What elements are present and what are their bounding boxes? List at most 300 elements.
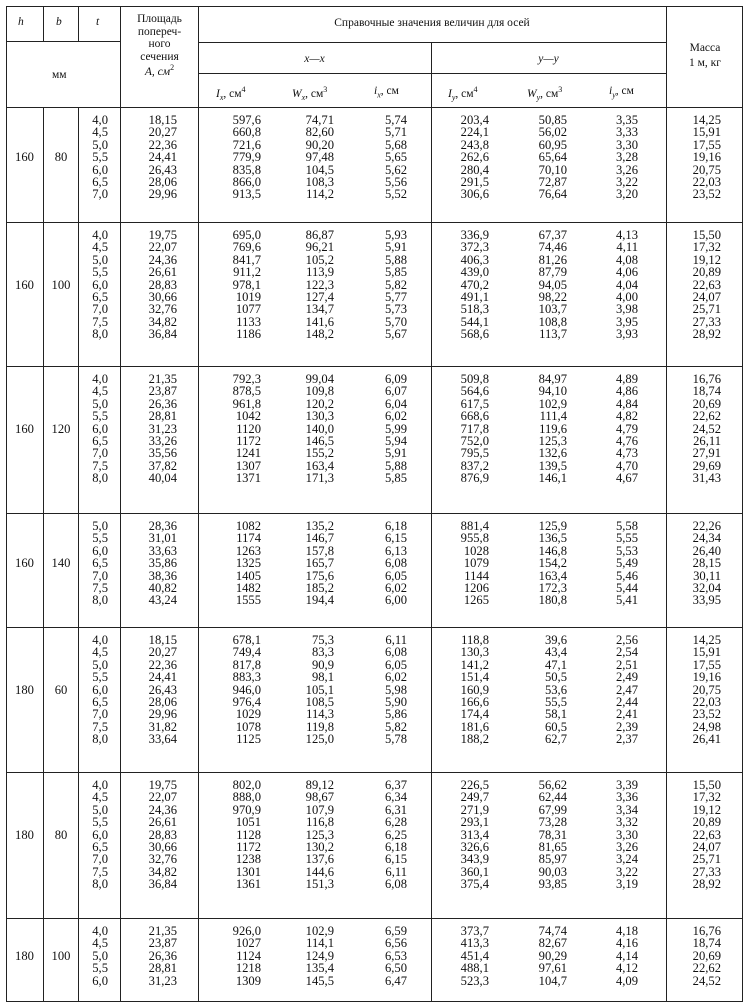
table-cell: 154,2 — [538, 556, 567, 571]
table-cell: 144,6 — [305, 864, 334, 879]
column-a — [149, 634, 177, 746]
table-cell: 326,6 — [460, 839, 489, 854]
table-cell: 6,08 — [384, 645, 407, 660]
column-t — [92, 229, 108, 341]
ix-sub: x — [377, 90, 381, 100]
table-cell: 4,0 — [92, 372, 108, 386]
header-mass-line-2: 1 м, кг — [689, 57, 721, 69]
table-cell: 90,9 — [311, 657, 334, 672]
table-cell: 7,5 — [92, 719, 108, 734]
table-cell: 293,1 — [460, 815, 489, 830]
table-cell: 124,9 — [305, 948, 334, 963]
table-cell: 118,8 — [461, 633, 489, 647]
table-cell: 597,6 — [232, 113, 261, 127]
table-cell: 146,1 — [538, 471, 567, 486]
table-cell: 1325 — [235, 556, 261, 571]
table-cell: 5,90 — [384, 694, 407, 709]
table-cell: 107,9 — [305, 802, 334, 817]
table-cell: 5,41 — [615, 593, 638, 608]
table-cell: 27,91 — [692, 446, 721, 461]
table-cell: 34,82 — [148, 314, 177, 329]
group-h-value: 180 — [15, 682, 34, 697]
column-wx — [306, 373, 334, 485]
table-cell: 27,33 — [692, 864, 721, 879]
column-a — [149, 520, 177, 607]
table-cell: 564,6 — [460, 384, 489, 399]
table-cell: 1482 — [235, 580, 261, 595]
column-a — [149, 373, 177, 485]
table-cell: 174,4 — [460, 707, 489, 722]
table-cell: 20,69 — [692, 396, 721, 411]
table-cell: 6,07 — [384, 384, 407, 399]
table-cell: 22,36 — [148, 657, 177, 672]
table-cell: 5,5 — [92, 150, 108, 165]
table-cell: 22,03 — [692, 694, 721, 709]
table-cell: 26,11 — [693, 433, 721, 448]
table-cell: 5,52 — [384, 187, 407, 202]
table-cell: 779,9 — [232, 150, 261, 165]
table-cell: 6,31 — [384, 802, 407, 817]
table-cell: 976,4 — [232, 694, 261, 709]
column-ix — [385, 634, 407, 746]
table-cell: 721,6 — [232, 137, 261, 152]
area-line-2: попереч- — [137, 25, 182, 38]
table-cell: 60,95 — [538, 137, 567, 152]
table-cell: 26,61 — [148, 815, 177, 830]
table-cell: 136,5 — [538, 531, 567, 546]
column-mass — [693, 634, 721, 746]
table-cell: 802,0 — [232, 778, 261, 792]
column-ix — [385, 779, 407, 891]
table-cell: 17,55 — [692, 657, 721, 672]
table-cell: 38,36 — [148, 568, 177, 583]
table-cell: 837,2 — [460, 458, 489, 473]
table-cell: 108,5 — [305, 694, 334, 709]
table-cell: 5,71 — [384, 125, 407, 140]
table-cell: 5,5 — [92, 265, 108, 280]
table-cell: 695,0 — [232, 228, 261, 242]
group-h-value: 180 — [15, 827, 34, 842]
table-cell: 30,66 — [148, 289, 177, 304]
table-cell: 488,1 — [460, 961, 489, 976]
table-cell: 509,8 — [460, 372, 489, 386]
table-cell: 7,0 — [92, 187, 108, 202]
table-cell: 32,76 — [148, 852, 177, 867]
header-Ix — [216, 86, 246, 102]
iy-sub: y — [612, 90, 616, 100]
table-cell: 4,12 — [615, 961, 638, 976]
table-cell: 5,0 — [92, 396, 108, 411]
table-cell: 1371 — [235, 471, 261, 486]
table-cell: 470,2 — [460, 277, 489, 292]
table-cell: 7,0 — [92, 852, 108, 867]
table-cell: 5,0 — [92, 948, 108, 963]
table-cell: 26,61 — [148, 265, 177, 280]
table-cell: 717,8 — [460, 421, 489, 436]
table-cell: 876,9 — [460, 471, 489, 486]
table-cell: 4,5 — [92, 645, 108, 660]
table-cell: 343,9 — [460, 852, 489, 867]
table-cell: 172,3 — [538, 580, 567, 595]
table-cell: 6,18 — [384, 839, 407, 854]
table-cell: 30,11 — [693, 568, 721, 583]
header-h: h — [18, 16, 24, 28]
table-cell: 111,4 — [539, 409, 567, 424]
table-cell: 2,44 — [615, 694, 638, 709]
table-cell: 5,85 — [384, 471, 407, 486]
table-cell: 4,82 — [615, 409, 638, 424]
table-cell: 19,12 — [692, 802, 721, 817]
column-t — [92, 779, 108, 891]
table-cell: 5,88 — [384, 458, 407, 473]
table-cell: 22,63 — [692, 277, 721, 292]
table-cell: 5,94 — [384, 433, 407, 448]
table-cell: 24,41 — [148, 670, 177, 685]
table-cell: 130,3 — [460, 645, 489, 660]
table-cell: 4,5 — [92, 936, 108, 951]
table-cell: 58,1 — [544, 707, 567, 722]
table-cell: 165,7 — [305, 556, 334, 571]
table-cell: 4,18 — [615, 924, 638, 938]
table-cell: 97,48 — [305, 150, 334, 165]
table-cell: 4,0 — [92, 633, 108, 647]
header-b: b — [56, 16, 62, 28]
table-cell: 47,1 — [544, 657, 567, 672]
table-cell: 752,0 — [460, 433, 489, 448]
table-cell: 5,53 — [615, 543, 638, 558]
table-cell: 81,65 — [538, 839, 567, 854]
table-cell: 6,59 — [384, 924, 407, 938]
table-cell: 35,86 — [148, 556, 177, 571]
area-line-4: сечения — [140, 50, 179, 63]
table-cell: 24,34 — [692, 531, 721, 546]
table-cell: 24,98 — [692, 719, 721, 734]
column-ix — [385, 520, 407, 607]
table-cell: 157,8 — [305, 543, 334, 558]
group-h-value: 160 — [15, 277, 34, 292]
table-cell: 75,3 — [311, 633, 334, 647]
table-cell: 5,5 — [92, 815, 108, 830]
table-cell: 1241 — [235, 446, 261, 461]
table-cell: 90,29 — [538, 948, 567, 963]
table-cell: 28,06 — [148, 174, 177, 189]
Iy-unit: , см — [455, 87, 474, 100]
table-cell: 1019 — [235, 289, 261, 304]
column-ix — [385, 925, 407, 987]
table-cell: 970,9 — [232, 802, 261, 817]
table-cell: 21,35 — [148, 372, 177, 386]
header-axis-x: x—x — [304, 53, 325, 65]
table-cell: 26,36 — [148, 948, 177, 963]
column-mass — [693, 229, 721, 341]
table-cell: 160,9 — [460, 682, 489, 697]
table-cell: 1078 — [235, 719, 261, 734]
table-cell: 135,2 — [305, 519, 334, 533]
table-cell: 180,8 — [538, 593, 567, 608]
table-cell: 4,11 — [616, 240, 638, 255]
table-cell: 7,5 — [92, 864, 108, 879]
Wy-symbol: W — [527, 87, 537, 100]
table-cell: 20,89 — [692, 265, 721, 280]
table-cell: 90,03 — [538, 864, 567, 879]
table-cell: 6,5 — [92, 839, 108, 854]
table-cell: 1051 — [235, 815, 261, 830]
table-cell: 65,64 — [538, 150, 567, 165]
area-unit-exponent: 2 — [170, 63, 175, 72]
table-cell: 3,20 — [615, 187, 638, 202]
column-wx — [306, 925, 334, 987]
table-cell: 14,25 — [692, 633, 721, 647]
table-cell: 155,2 — [305, 446, 334, 461]
table-cell: 372,3 — [460, 240, 489, 255]
table-cell: 3,26 — [615, 162, 638, 177]
table-cell: 883,3 — [232, 670, 261, 685]
column-iy — [461, 114, 489, 201]
table-cell: 7,5 — [92, 314, 108, 329]
group-h-value: 160 — [15, 150, 34, 165]
table-cell: 1133 — [236, 314, 261, 329]
table-cell: 5,49 — [615, 556, 638, 571]
table-cell: 5,46 — [615, 568, 638, 583]
table-cell: 4,16 — [615, 936, 638, 951]
table-cell: 1082 — [235, 519, 261, 533]
table-cell: 74,71 — [305, 113, 334, 127]
header-mass-line-1: Масса — [689, 42, 721, 54]
table-cell: 21,35 — [148, 924, 177, 938]
table-cell: 53,6 — [544, 682, 567, 697]
table-cell: 125,3 — [538, 433, 567, 448]
table-cell: 1555 — [235, 593, 261, 608]
table-cell: 5,68 — [384, 137, 407, 152]
table-cell: 55,5 — [544, 694, 567, 709]
table-cell: 70,10 — [538, 162, 567, 177]
table-cell: 99,04 — [305, 372, 334, 386]
table-cell: 5,0 — [92, 252, 108, 267]
table-cell: 40,04 — [148, 471, 177, 486]
table-cell: 125,9 — [538, 519, 567, 533]
column-iy — [616, 520, 638, 607]
group-b-value: 100 — [51, 277, 71, 292]
table-cell: 60,5 — [544, 719, 567, 734]
table-cell: 19,16 — [692, 670, 721, 685]
table-cell: 102,9 — [538, 396, 567, 411]
table-cell: 817,8 — [232, 657, 261, 672]
table-cell: 1186 — [236, 327, 261, 342]
table-cell: 1218 — [235, 961, 261, 976]
table-cell: 94,05 — [538, 277, 567, 292]
table-cell: 122,3 — [305, 277, 334, 292]
table-cell: 1309 — [235, 973, 261, 988]
table-cell: 5,5 — [92, 409, 108, 424]
table-cell: 24,36 — [148, 252, 177, 267]
table-cell: 33,64 — [148, 732, 177, 747]
column-wy — [539, 779, 567, 891]
iy-symbol: i — [609, 85, 613, 97]
group-h-value: 160 — [15, 556, 34, 571]
table-cell: 5,62 — [384, 162, 407, 177]
table-cell: 146,8 — [538, 543, 567, 558]
header-ix — [374, 86, 399, 99]
table-cell: 6,15 — [384, 531, 407, 546]
table-cell: 878,5 — [232, 384, 261, 399]
table-cell: 6,0 — [92, 827, 108, 842]
table-cell: 127,4 — [305, 289, 334, 304]
table-cell: 26,41 — [692, 732, 721, 747]
table-cell: 6,02 — [384, 409, 407, 424]
table-cell: 132,6 — [538, 446, 567, 461]
table-cell: 163,4 — [538, 568, 567, 583]
table-cell: 23,52 — [692, 707, 721, 722]
table-cell: 15,91 — [692, 645, 721, 660]
table-cell: 85,97 — [538, 852, 567, 867]
table-cell: 6,5 — [92, 289, 108, 304]
Ix-sub: x — [219, 93, 224, 103]
table-cell: 271,9 — [460, 802, 489, 817]
iy-unit: , см — [615, 85, 634, 97]
table-cell: 141,2 — [460, 657, 489, 672]
table-cell: 145,5 — [305, 973, 334, 988]
table-cell: 8,0 — [92, 877, 108, 892]
table-cell: 163,4 — [305, 458, 334, 473]
table-cell: 24,52 — [692, 421, 721, 436]
table-cell: 28,83 — [148, 277, 177, 292]
table-cell: 74,46 — [538, 240, 567, 255]
table-cell: 360,1 — [460, 864, 489, 879]
table-cell: 20,27 — [148, 125, 177, 140]
column-a — [149, 779, 177, 891]
table-cell: 1124 — [236, 948, 261, 963]
table-cell: 4,5 — [92, 125, 108, 140]
table-cell: 6,5 — [92, 694, 108, 709]
table-cell: 375,4 — [460, 877, 489, 892]
table-cell: 43,24 — [148, 593, 177, 608]
table-cell: 7,0 — [92, 302, 108, 317]
table-cell: 4,5 — [92, 790, 108, 805]
table-cell: 5,88 — [384, 252, 407, 267]
table-cell: 961,8 — [232, 396, 261, 411]
table-cell: 94,10 — [538, 384, 567, 399]
table-cell: 56,62 — [538, 778, 567, 792]
table-cell: 120,2 — [305, 396, 334, 411]
table-cell: 119,8 — [306, 719, 334, 734]
table-cell: 3,93 — [615, 327, 638, 342]
table-cell: 4,70 — [615, 458, 638, 473]
table-cell: 7,5 — [92, 580, 108, 595]
table-cell: 795,5 — [460, 446, 489, 461]
column-t — [92, 373, 108, 485]
table-cell: 185,2 — [305, 580, 334, 595]
table-cell: 19,75 — [148, 228, 177, 242]
table-cell: 1172 — [236, 839, 261, 854]
table-cell: 19,12 — [692, 252, 721, 267]
table-cell: 93,85 — [538, 877, 567, 892]
table-cell: 116,8 — [306, 815, 334, 830]
table-cell: 5,56 — [384, 174, 407, 189]
table-cell: 6,25 — [384, 827, 407, 842]
column-mass — [693, 925, 721, 987]
table-cell: 62,44 — [538, 790, 567, 805]
table-cell: 6,00 — [384, 593, 407, 608]
column-iy — [461, 229, 489, 341]
table-cell: 3,26 — [615, 839, 638, 854]
table-cell: 660,8 — [232, 125, 261, 140]
table-cell: 291,5 — [460, 174, 489, 189]
table-cell: 926,0 — [232, 924, 261, 938]
table-cell: 226,5 — [460, 778, 489, 792]
column-ix — [233, 373, 261, 485]
table-cell: 5,0 — [92, 519, 108, 533]
table-cell: 31,82 — [148, 719, 177, 734]
header-axis-y: y—y — [538, 53, 559, 65]
table-cell: 2,56 — [615, 633, 638, 647]
table-cell: 8,0 — [92, 593, 108, 608]
table-cell: 148,2 — [305, 327, 334, 342]
table-cell: 28,36 — [148, 519, 177, 533]
column-iy — [616, 114, 638, 201]
table-cell: 84,97 — [538, 372, 567, 386]
table-cell: 28,81 — [148, 409, 177, 424]
ix-symbol: i — [374, 85, 378, 97]
table-cell: 5,85 — [384, 265, 407, 280]
column-ix — [233, 779, 261, 891]
table-cell: 4,08 — [615, 252, 638, 267]
table-cell: 18,15 — [148, 633, 177, 647]
table-cell: 76,64 — [538, 187, 567, 202]
table-cell: 3,34 — [615, 802, 638, 817]
table-cell: 6,05 — [384, 657, 407, 672]
table-cell: 7,5 — [92, 458, 108, 473]
table-cell: 19,16 — [692, 150, 721, 165]
table-cell: 668,6 — [460, 409, 489, 424]
area-line-1: Площадь — [137, 13, 182, 25]
header-t: t — [96, 16, 100, 28]
table-cell: 15,91 — [692, 125, 721, 140]
table-cell: 249,7 — [460, 790, 489, 805]
table-cell: 8,0 — [92, 327, 108, 342]
column-iy — [461, 520, 489, 607]
table-cell: 5,67 — [384, 327, 407, 342]
table-cell: 1120 — [236, 421, 261, 436]
group-h-value: 180 — [15, 949, 34, 963]
table-cell: 313,4 — [460, 827, 489, 842]
table-cell: 125,3 — [305, 827, 334, 842]
column-ix — [233, 634, 261, 746]
column-iy — [461, 373, 489, 485]
table-cell: 74,74 — [538, 924, 567, 938]
column-wx — [306, 520, 334, 607]
table-cell: 1042 — [235, 409, 261, 424]
table-cell: 130,3 — [305, 409, 334, 424]
table-cell: 20,75 — [692, 682, 721, 697]
group-b-value: 60 — [54, 682, 68, 697]
table-cell: 25,71 — [692, 852, 721, 867]
table-cell: 6,53 — [384, 948, 407, 963]
table-cell: 1029 — [235, 707, 261, 722]
table-cell: 203,4 — [460, 113, 489, 127]
column-ix — [233, 925, 261, 987]
column-t — [92, 925, 108, 987]
table-cell: 523,3 — [460, 973, 489, 988]
table-cell: 3,24 — [615, 852, 638, 867]
table-cell: 749,4 — [232, 645, 261, 660]
column-a — [149, 114, 177, 201]
table-cell: 3,28 — [615, 150, 638, 165]
table-cell: 6,09 — [384, 372, 407, 386]
table-cell: 5,0 — [92, 657, 108, 672]
table-cell: 6,02 — [384, 580, 407, 595]
Wx-unit: , см — [305, 87, 324, 100]
table-cell: 4,5 — [92, 384, 108, 399]
